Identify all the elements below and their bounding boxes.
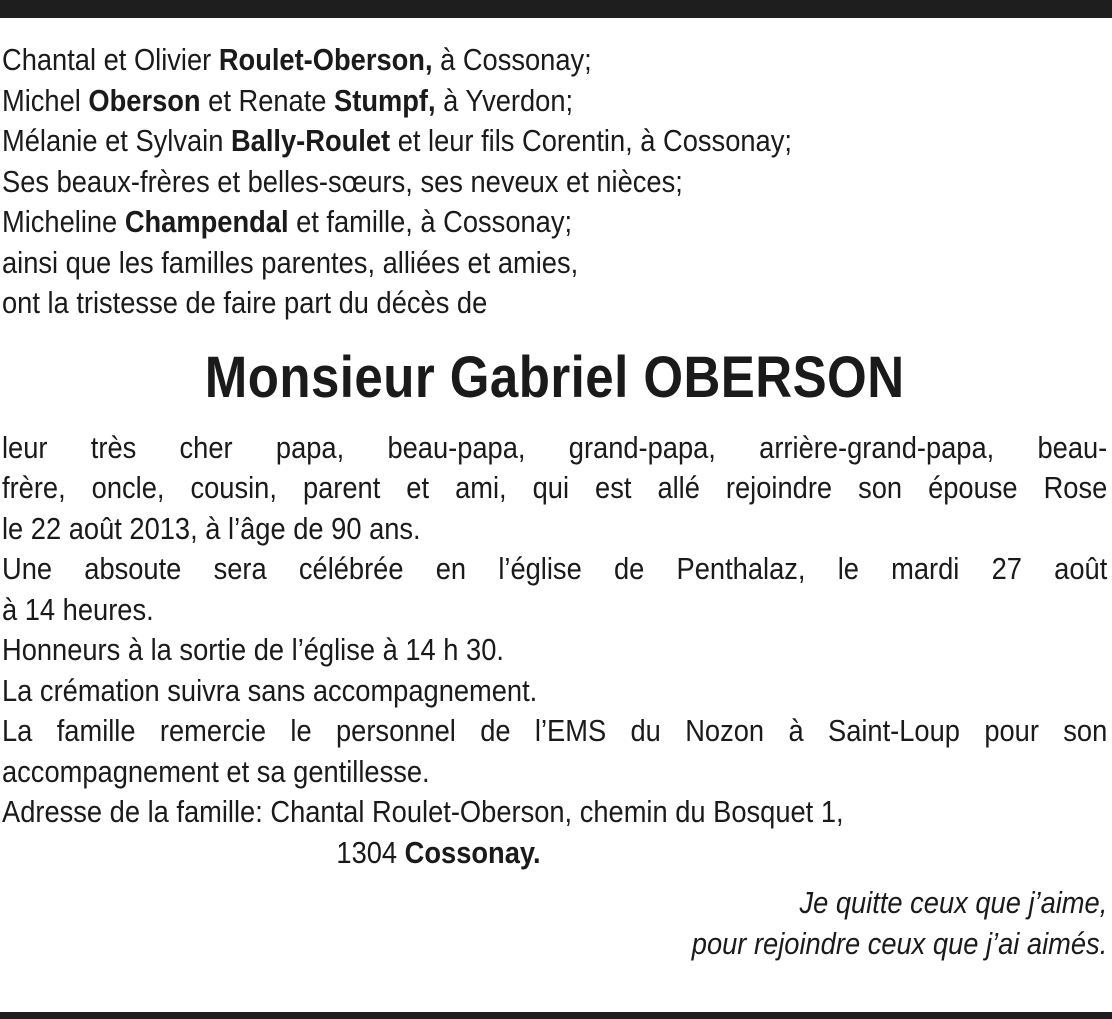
family-address-city: 1304 Cossonay. (336, 834, 541, 870)
top-rule (0, 0, 1112, 18)
body-line: leur très cher papa, beau-papa, grand-papa, arrière-grand-papa, beau- (2, 429, 1108, 465)
family-name: Roulet-Oberson, (218, 42, 433, 77)
bottom-rule (0, 1012, 1112, 1019)
family-name: Bally-Roulet (230, 123, 391, 158)
body-line: La crémation suivra sans accompagnement. (2, 672, 538, 708)
family-line-3: Mélanie et Sylvain Bally-Roulet et leur fils Corentin, à Cossonay; (2, 123, 792, 158)
family-name: Champendal (124, 204, 289, 239)
body-line: accompagnement et sa gentillesse. (2, 753, 430, 789)
family-line-6: ainsi que les familles parentes, alliées et amies, (2, 244, 579, 280)
quote-line-2: pour rejoindre ceux que j’ai aimés. (691, 925, 1108, 961)
family-line-5: Micheline Champendal et famille, à Cossonay; (2, 204, 573, 239)
family-name: Oberson (88, 82, 201, 118)
body-line: Honneurs à la sortie de l’église à 14 h 30. (2, 632, 504, 667)
family-address: Adresse de la famille: Chantal Roulet-Oberson, chemin du Bosquet 1, (2, 794, 844, 829)
body-line: frère, oncle, cousin, parent et ami, qui est allé rejoindre son épouse Rose (2, 470, 1108, 505)
body-line: Une absoute sera célébrée en l’église de Penthalaz, le mardi 27 août (2, 551, 1108, 586)
body-line: le 22 août 2013, à l’âge de 90 ans. (2, 510, 421, 546)
family-line-2: Michel Oberson et Renate Stumpf, à Yverdon; (2, 82, 574, 118)
obituary-notice (2, 40, 1107, 964)
quote-line-1: Je quitte ceux que j’aime, (799, 885, 1108, 920)
family-name: Stumpf, (334, 82, 436, 118)
deceased-name: Monsieur Gabriel OBERSON (204, 344, 905, 410)
family-line-4: Ses beaux-frères et belles-sœurs, ses neveux et nièces; (2, 163, 683, 199)
family-line-7: ont la tristesse de faire part du décès de (2, 285, 488, 320)
family-line-1: Chantal et Olivier Roulet-Oberson, à Cossonay; (2, 42, 592, 77)
body-line: à 14 heures. (2, 591, 154, 627)
closing-quote (2, 883, 1107, 964)
body-line: La famille remercie le personnel de l’EMS du Nozon à Saint-Loup pour son (2, 713, 1108, 748)
